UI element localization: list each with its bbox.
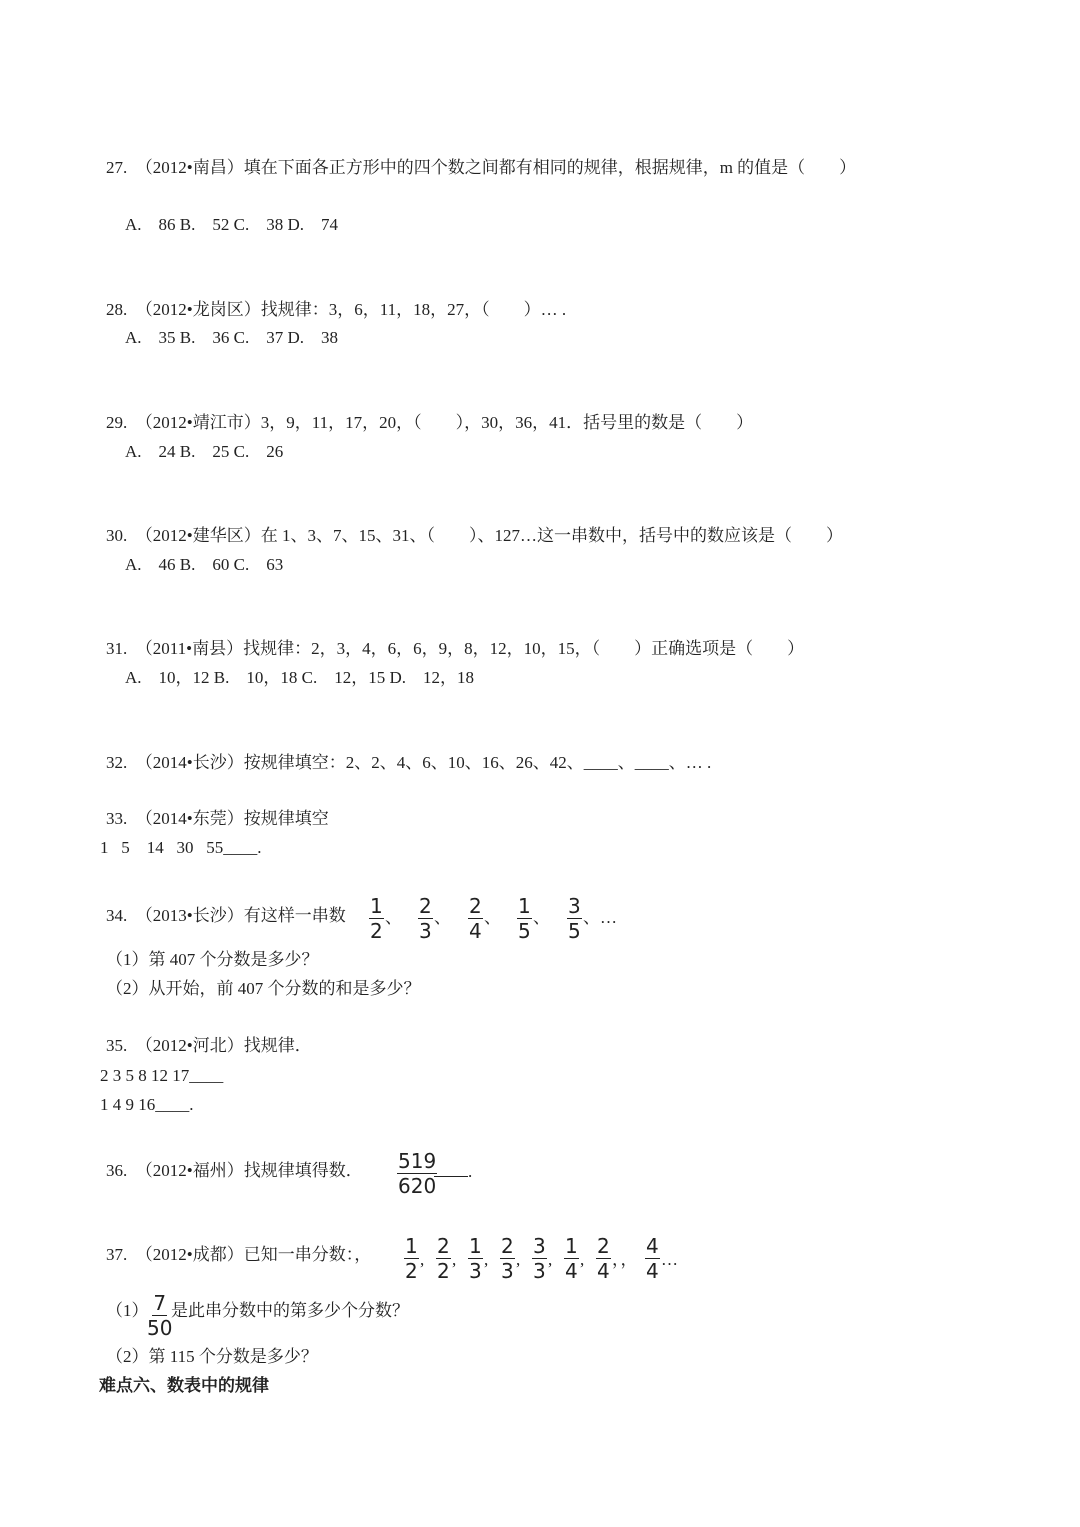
fraction-numerator: 2 — [437, 1234, 450, 1258]
fraction — [517, 895, 532, 942]
fraction — [500, 1235, 515, 1282]
fraction — [436, 1235, 451, 1282]
fraction-numerator: 7 — [153, 1291, 167, 1315]
question-34: 34. （2013•长沙）有这样一串数 — [106, 906, 346, 925]
question-31-options: A. 10，12 B. 10，18 C. 12，15 D. 12，18 — [125, 668, 474, 687]
question-29-options: A. 24 B. 25 C. 26 — [125, 442, 284, 461]
question-36: 36. （2012•福州）找规律填得数． — [106, 1161, 363, 1180]
fraction-denominator: 3 — [469, 1259, 482, 1283]
fraction-denominator: 2 — [370, 919, 383, 943]
fraction-separator: 、 — [385, 908, 402, 927]
fraction — [596, 1235, 611, 1282]
fraction-denominator: 2 — [437, 1259, 450, 1283]
question-34-sub1: （1）第 407 个分数是多少？ — [106, 950, 319, 969]
question-37-sub2: （2）第 115 个分数是多少？ — [106, 1347, 318, 1366]
question-33-sequence: 1 5 14 30 55____. — [100, 838, 262, 857]
fraction — [369, 895, 384, 942]
fraction-denominator: 4 — [646, 1259, 659, 1283]
question-34-sub2: （2）从开始，前 407 个分数的和是多少？ — [106, 979, 421, 998]
question-36-fraction — [397, 1150, 437, 1197]
question-35-sequence-2: 1 4 9 16____. — [100, 1095, 194, 1114]
fraction-numerator: 2 — [597, 1234, 610, 1258]
fraction-numerator: 4 — [646, 1234, 659, 1258]
fraction-denominator: 2 — [405, 1259, 418, 1283]
question-32: 32. （2014•长沙）按规律填空：2、2、4、6、10、16、26、42、____、____、… . — [106, 753, 712, 772]
question-28: 28. （2012•龙岗区）找规律：3，6，11，18，27，（ ）… . — [106, 300, 567, 319]
fraction — [468, 1235, 483, 1282]
fraction-separator: ，， — [612, 1250, 638, 1269]
fraction-denominator: 5 — [568, 919, 581, 943]
fraction-separator: , — [580, 1250, 585, 1269]
fraction-denominator: 4 — [565, 1259, 578, 1283]
question-37-sub1-fraction — [146, 1292, 173, 1339]
answer-blank — [434, 1176, 468, 1177]
fraction — [645, 1235, 660, 1282]
fraction-separator: , — [452, 1250, 457, 1269]
question-37: 37. （2012•成都）已知一串分数：， — [106, 1245, 372, 1264]
fraction-denominator: 3 — [501, 1259, 514, 1283]
question-27: 27. （2012•南昌）填在下面各正方形中的四个数之间都有相同的规律，根据规律，m 的值是（ ） — [106, 158, 857, 177]
fraction — [404, 1235, 419, 1282]
fraction-numerator: 2 — [469, 894, 482, 918]
fraction-separator: , — [420, 1250, 425, 1269]
fraction-numerator: 1 — [370, 894, 383, 918]
question-27-options: A. 86 B. 52 C. 38 D. 74 — [125, 215, 338, 234]
question-30-options: A. 46 B. 60 C. 63 — [125, 555, 284, 574]
question-37-sub1-text: 是此串分数中的第多少个分数？ — [171, 1301, 409, 1320]
fraction-numerator: 3 — [533, 1234, 546, 1258]
fraction — [532, 1235, 547, 1282]
fraction-separator: 、… — [583, 908, 617, 927]
fraction-separator: , — [548, 1250, 553, 1269]
fraction-numerator: 3 — [568, 894, 581, 918]
fraction-separator: 、 — [533, 908, 550, 927]
fraction-denominator: 620 — [398, 1174, 437, 1198]
fraction-numerator: 1 — [469, 1234, 482, 1258]
fraction-numerator: 2 — [501, 1234, 514, 1258]
question-36-tail: . — [468, 1162, 473, 1181]
fraction-numerator: 2 — [419, 894, 432, 918]
question-35-sequence-1: 2 3 5 8 12 17____ — [100, 1066, 224, 1085]
fraction-separator: , — [484, 1250, 489, 1269]
question-31: 31. （2011•南县）找规律：2，3，4，6，6，9，8，12，10，15，（ ）正确选项是（ ） — [106, 639, 805, 658]
fraction — [567, 895, 582, 942]
fraction-separator: , — [516, 1250, 521, 1269]
fraction-denominator: 4 — [469, 919, 482, 943]
question-28-options: A. 35 B. 36 C. 37 D. 38 — [125, 328, 338, 347]
fraction-denominator: 4 — [597, 1259, 610, 1283]
fraction-numerator: 1 — [518, 894, 531, 918]
question-29: 29. （2012•靖江市）3，9，11，17，20，（ ），30，36，41．括号里的数是（ ） — [106, 413, 754, 432]
fraction — [418, 895, 433, 942]
fraction-denominator: 3 — [533, 1259, 546, 1283]
question-37-sub1-prefix: （1） — [106, 1301, 149, 1320]
fraction-numerator: 1 — [405, 1234, 418, 1258]
fraction-separator: 、 — [484, 908, 501, 927]
question-33: 33. （2014•东莞）按规律填空 — [106, 809, 329, 828]
fraction-separator: … — [661, 1250, 678, 1269]
question-30: 30. （2012•建华区）在 1、3、7、15、31、（ ）、127…这一串数中，括号中的数应该是（ ） — [106, 526, 843, 545]
fraction-separator: 、 — [434, 908, 451, 927]
fraction-denominator: 3 — [419, 919, 432, 943]
fraction-denominator: 5 — [518, 919, 531, 943]
fraction-numerator: 519 — [398, 1149, 437, 1173]
fraction-numerator: 1 — [565, 1234, 578, 1258]
question-35: 35. （2012•河北）找规律． — [106, 1036, 312, 1055]
fraction — [564, 1235, 579, 1282]
section-heading: 难点六、数表中的规律 — [99, 1376, 269, 1396]
fraction-denominator: 50 — [147, 1316, 173, 1340]
fraction — [468, 895, 483, 942]
